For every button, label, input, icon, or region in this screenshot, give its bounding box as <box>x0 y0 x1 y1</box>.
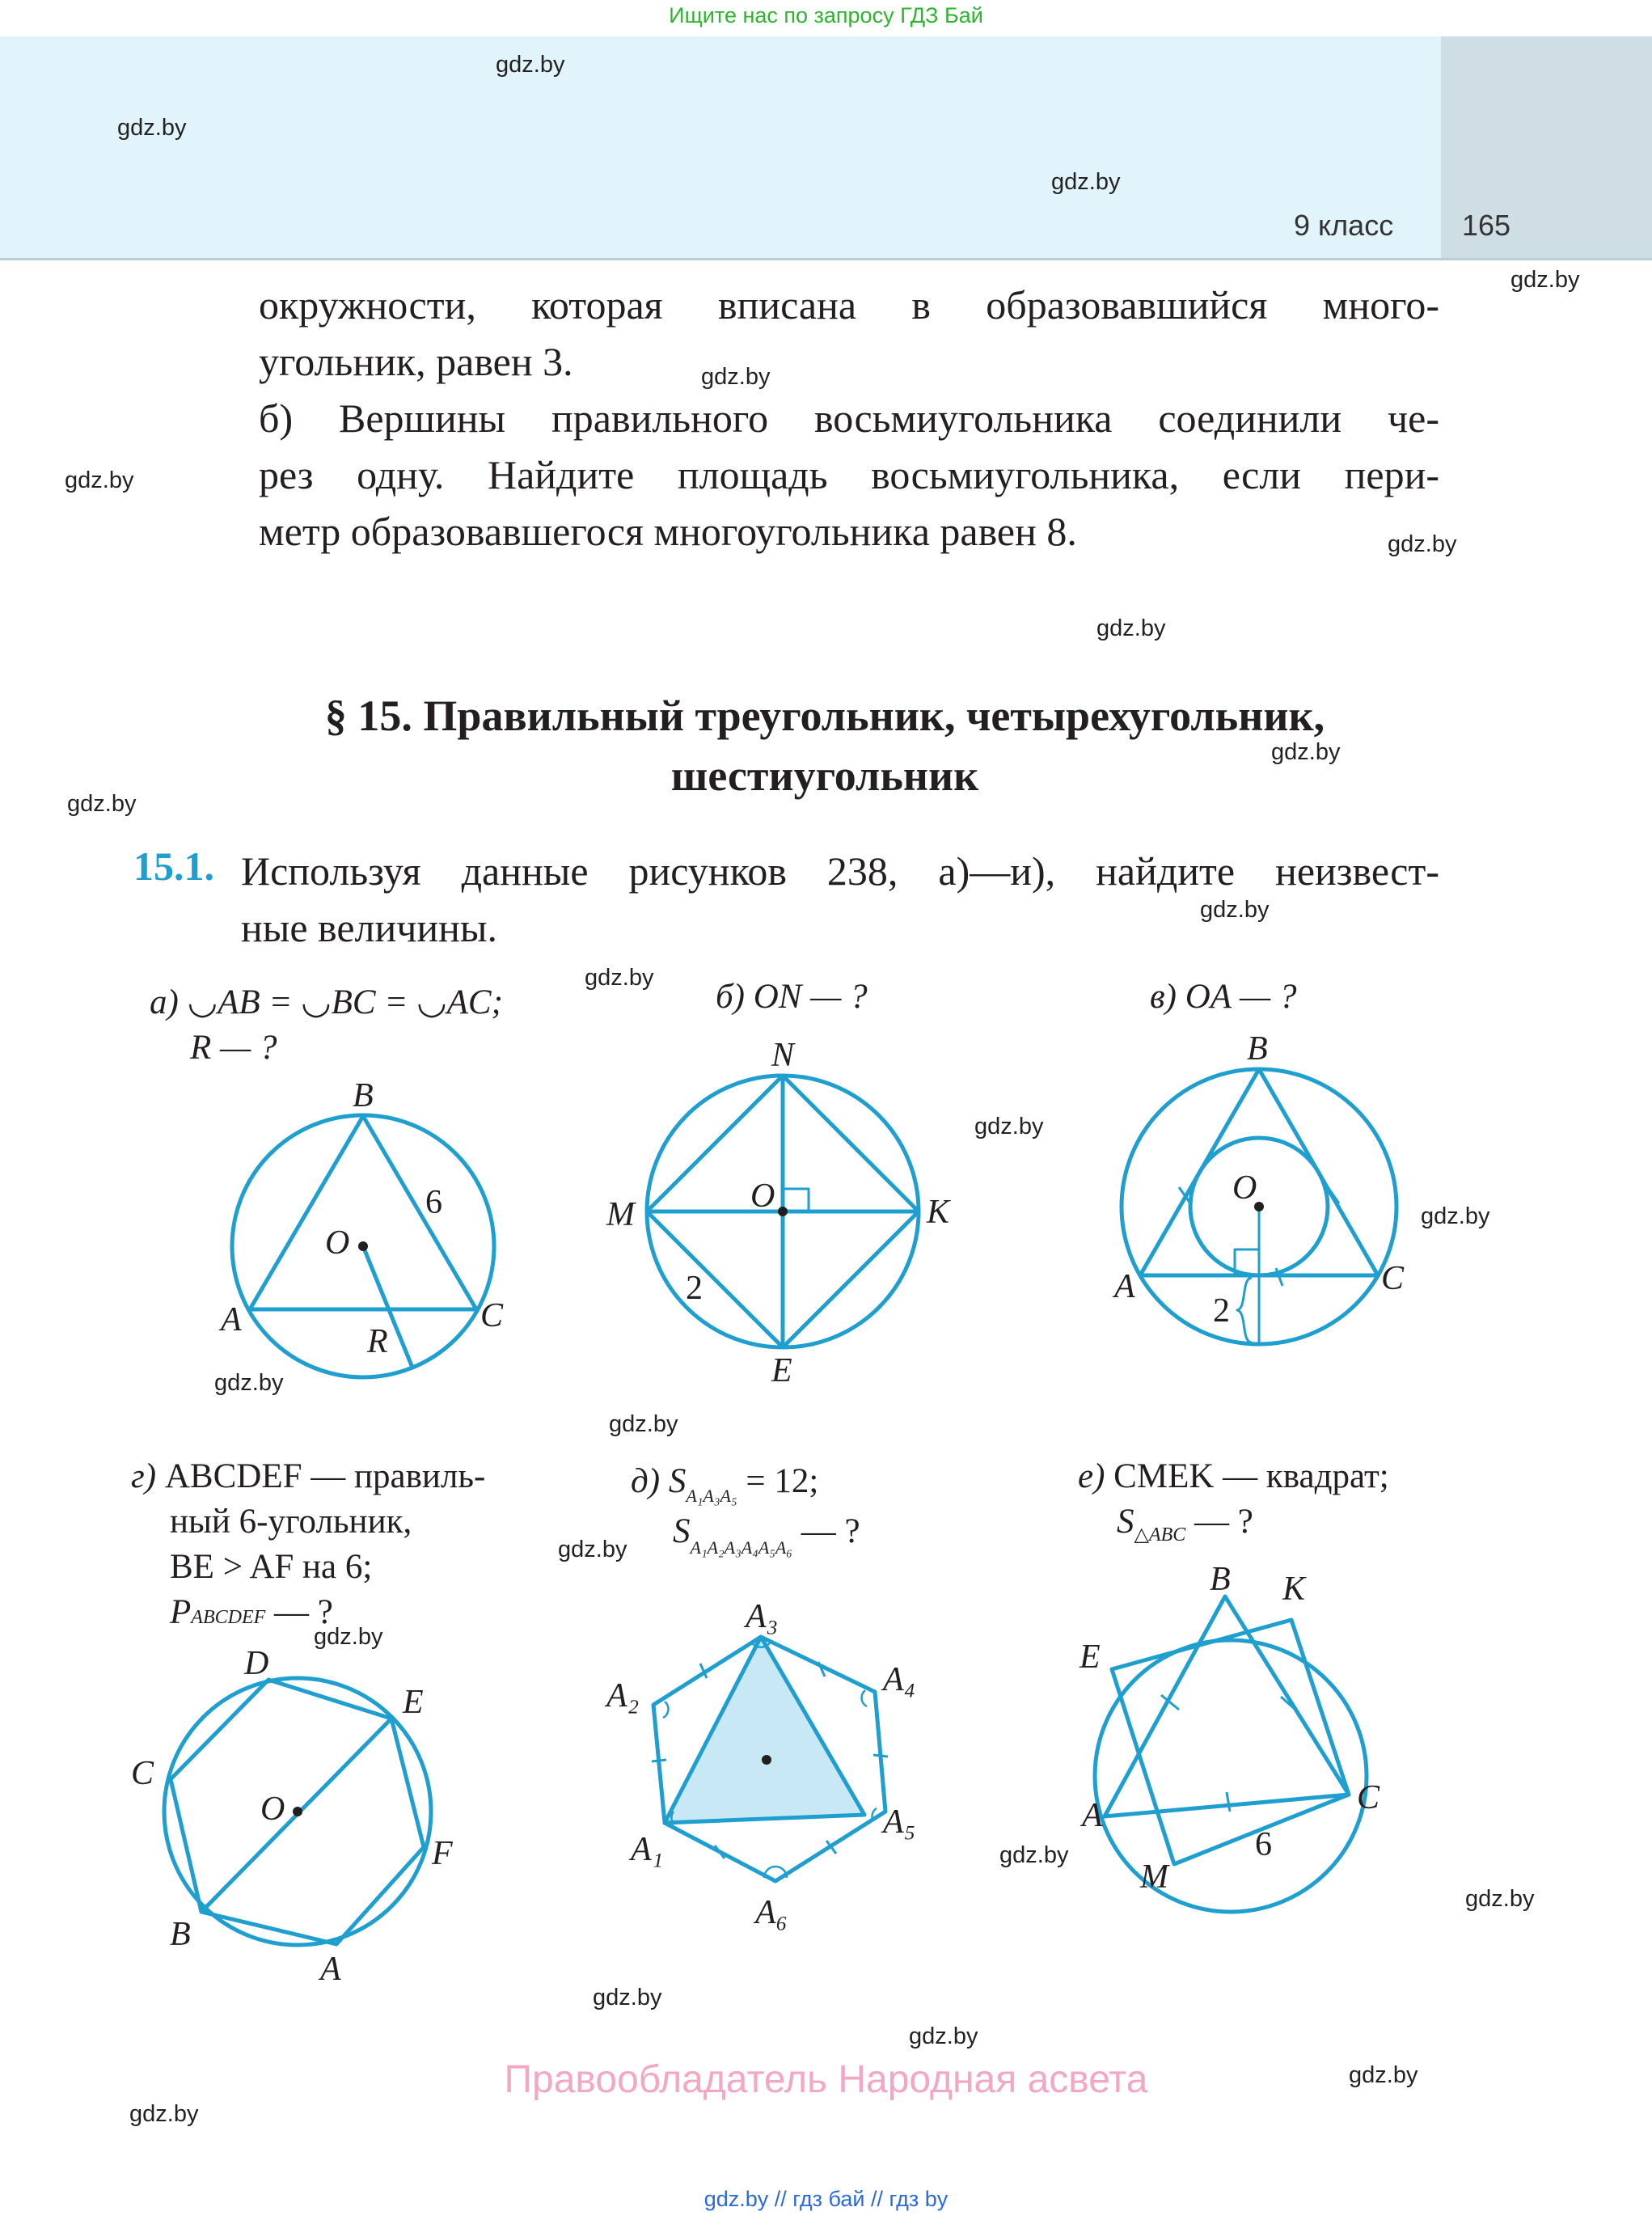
vertex-label: B <box>170 1916 191 1953</box>
vertex-label: M <box>1140 1858 1168 1896</box>
vertex-label: D <box>244 1645 269 1682</box>
section-title-line: § 15. Правильный треугольник, четырехугольник, <box>324 691 1325 740</box>
top-search-note: Ищите нас по запросу ГДЗ Бай <box>669 3 983 27</box>
figure-g-condition: ный 6-угольник, <box>170 1503 412 1541</box>
vertex-label: C <box>480 1297 504 1334</box>
triangle-abc <box>1105 1596 1349 1816</box>
watermark: gdz.by <box>129 2101 199 2127</box>
vertex-label: E <box>1080 1638 1101 1676</box>
side-length-label: 2 <box>686 1270 703 1307</box>
side-length-label: 6 <box>425 1184 442 1221</box>
vertex-label: A₆ <box>755 1894 788 1931</box>
vertex-label: B <box>1247 1030 1268 1068</box>
class-label: 9 класс <box>1294 209 1394 242</box>
vertex-label: A <box>221 1301 242 1338</box>
triangle-a1a3a5 <box>665 1637 864 1823</box>
watermark: gdz.by <box>974 1114 1044 1139</box>
watermark: gdz.by <box>214 1370 284 1396</box>
perimeter-subscript: ABCDEF <box>191 1607 266 1628</box>
watermark: gdz.by <box>1349 2062 1418 2088</box>
watermark: gdz.by <box>67 791 137 817</box>
vertex-label: A₁ <box>631 1831 664 1868</box>
figure-e <box>1095 1596 1367 1912</box>
figure-e-condition: CMEK — квадрат; <box>1113 1457 1389 1495</box>
center-label: O <box>1232 1169 1257 1207</box>
area-subscript: A₁A₂A₃A₄A₅A₆ <box>690 1537 793 1558</box>
figure-d-question: — ? <box>792 1512 860 1550</box>
figure-g-condition: BE > AF на 6; <box>170 1548 373 1586</box>
vertex-label: A <box>1082 1797 1103 1834</box>
vertex-label: A₄ <box>883 1661 916 1698</box>
footer-links[interactable]: gdz.by // гдз бай // гдз by <box>703 2187 949 2211</box>
text-line: угольник, равен 3. <box>259 339 573 384</box>
watermark: gdz.by <box>65 467 134 493</box>
area-subscript: △ABC <box>1134 1524 1186 1545</box>
side-length-label: 6 <box>1255 1826 1272 1863</box>
figure-a-question: R — ? <box>190 1029 277 1067</box>
watermark: gdz.by <box>558 1537 627 1562</box>
vertex-label: B <box>353 1077 374 1114</box>
vertex-label: A₃ <box>746 1598 779 1635</box>
watermark: gdz.by <box>1051 169 1121 195</box>
figure-v-question: OA — ? <box>1185 978 1297 1016</box>
center-label: O <box>260 1791 285 1828</box>
vertex-label: A₂ <box>606 1677 640 1715</box>
watermark: gdz.by <box>1200 897 1270 923</box>
vertex-label: N <box>771 1037 795 1074</box>
task-number: 15.1. <box>133 844 214 889</box>
center-label: O <box>750 1178 775 1215</box>
figure-g-condition: ABCDEF — правиль- <box>164 1457 486 1495</box>
text-line: метр образовавшегося многоугольника равен 8. <box>259 509 1077 554</box>
brace <box>1237 1278 1252 1342</box>
area-symbol: S <box>668 1462 687 1500</box>
figure-a-condition: ◡AB = ◡BC = ◡AC; <box>187 983 503 1021</box>
perimeter-symbol: P <box>170 1593 192 1631</box>
vertex-label: C <box>1381 1260 1405 1297</box>
figure-letter: в) <box>1150 978 1177 1016</box>
vertex-label: A <box>1114 1268 1135 1305</box>
vertex-label: F <box>432 1835 453 1872</box>
vertex-label: E <box>403 1684 424 1721</box>
watermark: gdz.by <box>909 2023 978 2049</box>
text-line: рез одну. Найдите площадь восьмиугольника, если пери- <box>259 452 1439 497</box>
vertex-label: E <box>771 1352 792 1389</box>
watermark: gdz.by <box>593 1985 662 2010</box>
watermark: gdz.by <box>1096 615 1166 641</box>
vertex-label: C <box>131 1755 154 1792</box>
right-angle-mark <box>783 1189 809 1211</box>
vertex-label: C <box>1357 1779 1380 1816</box>
vertex-label: B <box>1210 1561 1231 1598</box>
copyright-notice: Правообладатель Народная асвета <box>504 2058 1148 2101</box>
figure-e-question: — ? <box>1185 1503 1253 1541</box>
figure-letter: а) <box>150 983 179 1021</box>
area-symbol: S <box>673 1512 691 1550</box>
area-symbol: S <box>1117 1503 1134 1541</box>
radius-label: R <box>367 1323 388 1360</box>
text-line: б) Вершины правильного восьмиугольника соединили че- <box>259 395 1439 441</box>
watermark: gdz.by <box>1465 1886 1535 1912</box>
center-label: O <box>325 1224 350 1262</box>
vertex-label: A <box>320 1951 341 1988</box>
area-subscript: A₁A₃A₅ <box>686 1486 737 1506</box>
section-title-line: шестиугольник <box>670 751 979 800</box>
distance-label: 2 <box>1213 1292 1230 1330</box>
vertex-label: K <box>1282 1571 1306 1608</box>
watermark: gdz.by <box>314 1624 383 1650</box>
figure-letter: б) <box>716 978 745 1016</box>
figure-d-condition: = 12; <box>737 1462 819 1500</box>
text-line: окружности, которая вписана в образовавшийся много- <box>259 282 1439 328</box>
watermark: gdz.by <box>496 52 565 78</box>
equilateral-triangle <box>250 1116 476 1309</box>
vertex-label: A₅ <box>883 1803 916 1841</box>
figure-letter: г) <box>131 1457 157 1495</box>
figure-b-question: ON — ? <box>753 978 868 1016</box>
watermark: gdz.by <box>1388 531 1457 557</box>
watermark: gdz.by <box>701 364 771 390</box>
watermark: gdz.by <box>609 1411 678 1437</box>
circumscribed-circle <box>1095 1640 1367 1912</box>
watermark: gdz.by <box>1421 1203 1490 1229</box>
figure-letter: д) <box>631 1462 661 1500</box>
watermark: gdz.by <box>585 965 654 991</box>
watermark: gdz.by <box>1271 739 1341 765</box>
figure-letter: е) <box>1078 1457 1105 1495</box>
figure-g-question: — ? <box>265 1593 333 1631</box>
watermark: gdz.by <box>999 1842 1069 1868</box>
task-line: ные величины. <box>241 905 498 950</box>
task-line: Используя данные рисунков 238, а)—и), найдите неизвест- <box>241 848 1439 894</box>
vertex-label: M <box>606 1196 635 1233</box>
tick-marks <box>1161 1695 1295 1812</box>
watermark: gdz.by <box>117 115 187 141</box>
vertex-label: K <box>927 1194 950 1231</box>
watermark: gdz.by <box>1510 267 1580 293</box>
page-number: 165 <box>1462 209 1511 242</box>
